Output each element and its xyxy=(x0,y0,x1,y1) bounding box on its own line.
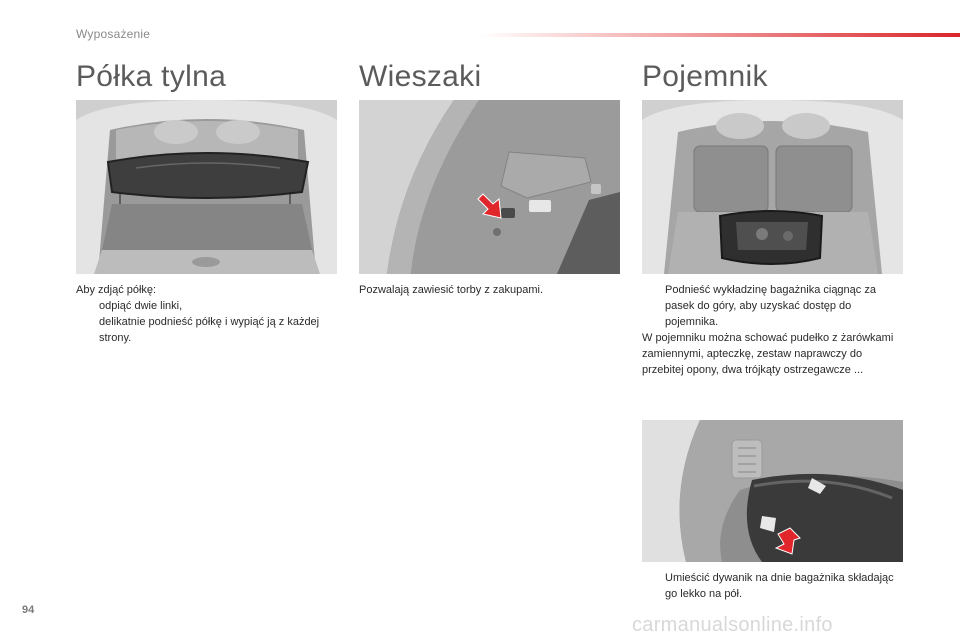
header-accent-bar xyxy=(480,33,960,37)
heading-hooks: Wieszaki xyxy=(359,60,482,93)
step-text: Umieścić dywanik na dnie bagażnika składając go lekko na pół. xyxy=(665,572,894,600)
rear-shelf-step-2 xyxy=(76,314,326,346)
watermark: carmanualsonline.info xyxy=(632,614,833,636)
step-text: odpiąć dwie linki, xyxy=(99,300,183,312)
floor-mat-photo xyxy=(642,420,903,562)
storage-step-1 xyxy=(642,282,904,330)
hooks-text: Pozwalają zawiesić torby z zakupami. xyxy=(359,284,544,296)
heading-storage: Pojemnik xyxy=(642,60,768,93)
rear-shelf-photo xyxy=(76,100,337,274)
page-number: 94 xyxy=(22,604,35,616)
storage-paragraph: W pojemniku można schować pudełko z żarówkami zamiennymi, apteczkę, zestaw naprawczy do przebitej opony, dwa trójkąty ostrzegawcze ... xyxy=(642,332,894,376)
section-label: Wyposażenie xyxy=(76,27,151,41)
floor-mat-text xyxy=(642,570,904,602)
rear-shelf-intro: Aby zdjąć półkę: xyxy=(76,284,157,296)
storage-photo xyxy=(642,100,903,274)
hooks-photo xyxy=(359,100,620,274)
rear-shelf-step-1 xyxy=(76,298,326,314)
storage-text xyxy=(642,282,904,378)
storage-step-2 xyxy=(642,570,904,602)
heading-rear-shelf: Półka tylna xyxy=(76,60,227,93)
step-text: Podnieść wykładzinę bagażnika ciągnąc za pasek do góry, aby uzyskać dostęp do pojemnika. xyxy=(665,284,876,328)
step-text: delikatnie podnieść półkę i wypiąć ją z każdej strony. xyxy=(99,316,320,344)
rear-shelf-text xyxy=(76,282,326,346)
